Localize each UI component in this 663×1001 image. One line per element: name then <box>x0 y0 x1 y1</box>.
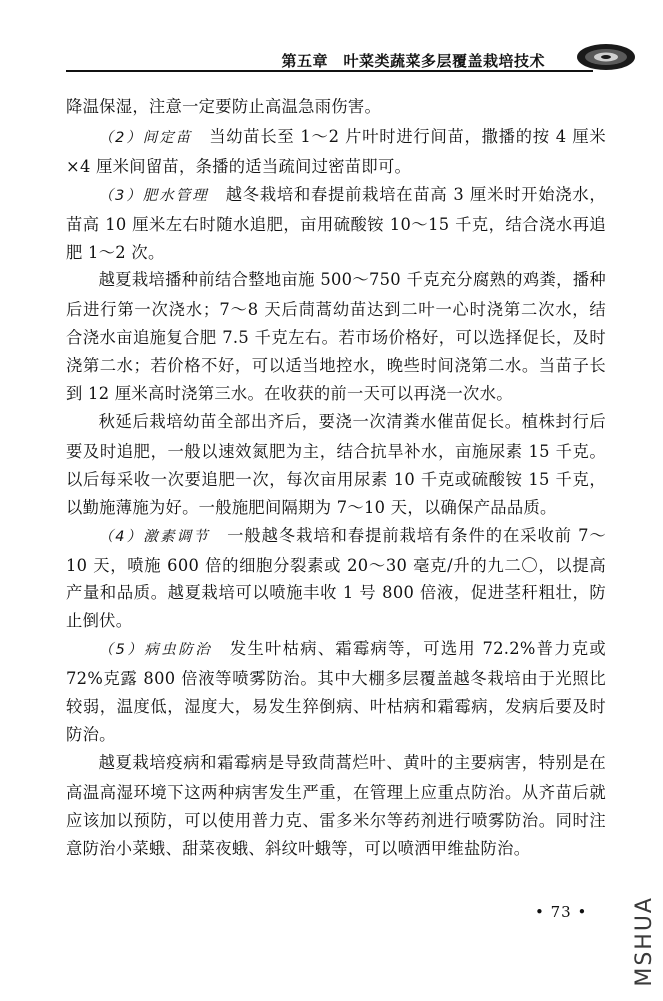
header-rule <box>66 70 593 72</box>
paragraph <box>66 408 606 522</box>
paragraph-text: 当幼苗长至 1～2 片叶时进行间苗，撒播的按 4 厘米×4 厘米间留苗，条播的适当疏间过密苗即可。 <box>66 126 606 176</box>
watermark: MSHUA <box>632 896 657 987</box>
subheading: （5）病虫防治 <box>98 642 213 659</box>
paragraph <box>66 635 606 749</box>
subheading: （2）间定苗 <box>98 129 193 146</box>
subheading: （4）激素调节 <box>98 528 210 545</box>
paragraph-text: 越夏栽培疫病和霜霉病是导致茼蒿烂叶、黄叶的主要病害，特别是在高温高湿环境下这两种病害发生严重，在管理上应重点防治。从齐苗后就应该加以预防，可以使用普力克、雷多米尔等药剂进行喷雾防治。同时注意防治小菜蛾、甜菜夜蛾、斜纹叶蛾等，可以喷洒甲维盐防治。 <box>66 752 606 858</box>
paragraph <box>66 181 606 267</box>
paragraph-text: 秋延后栽培幼苗全部出齐后，要浇一次清粪水催苗促长。植株封行后要及时追肥，一般以速效氮肥为主，结合抗旱补水，亩施尿素 15 千克。以后每采收一次要追肥一次，每次亩用尿素 10 千克或硫酸铵 15 千克，以勤施薄施为好。一般施肥间隔期为 7～10 天，以确保产品品质。 <box>66 411 606 517</box>
running-header <box>66 42 623 72</box>
paragraph-text: 一般越冬栽培和春提前栽培有条件的在采收前 7～10 天，喷施 600 倍的细胞分裂素或 20～30 毫克/升的九二〇，以提高产量和品质。越夏栽培可以喷施丰收 1 号 800 倍液，促进茎秆粗壮，防止倒伏。 <box>66 525 606 631</box>
paragraph-text: 降温保湿，注意一定要防止高温急雨伤害。 <box>66 97 382 116</box>
paragraph <box>66 749 606 863</box>
subheading: （3）肥水管理 <box>98 187 209 204</box>
body-text <box>66 93 606 862</box>
page-number: • 73 • <box>535 903 588 921</box>
header-ornament-icon <box>575 42 637 72</box>
paragraph <box>66 123 606 181</box>
paragraph <box>66 522 606 636</box>
paragraph <box>66 93 606 123</box>
paragraph-text: 越夏栽培播种前结合整地亩施 500～750 千克充分腐熟的鸡粪，播种后进行第一次浇水；7～8 天后茼蒿幼苗达到二叶一心时浇第二次水，结合浇水亩追施复合肥 7.5 千克左右。若市场价格好，可以选择促长，及时浇第二水；若价格不好，可以适当地控水，晚些时间浇第二水。当苗子长到 12 厘米高时浇第三水。在收获的前一天可以再浇一次水。 <box>66 270 606 404</box>
paragraph-text: 越冬栽培和春提前栽培在苗高 3 厘米时开始浇水，苗高 10 厘米左右时随水追肥，亩用硫酸铵 10～15 千克，结合浇水再追肥 1～2 次。 <box>66 184 606 262</box>
chapter-title: 第五章 叶菜类蔬菜多层覆盖栽培技术 <box>281 52 545 70</box>
paragraph <box>66 266 606 408</box>
paragraph-text: 发生叶枯病、霜霉病等，可选用 72.2%普力克或 72%克露 800 倍液等喷雾防治。其中大棚多层覆盖越冬栽培由于光照比较弱，温度低，湿度大，易发生猝倒病、叶枯病和霜霉病，发病后要及时防治。 <box>66 639 606 744</box>
